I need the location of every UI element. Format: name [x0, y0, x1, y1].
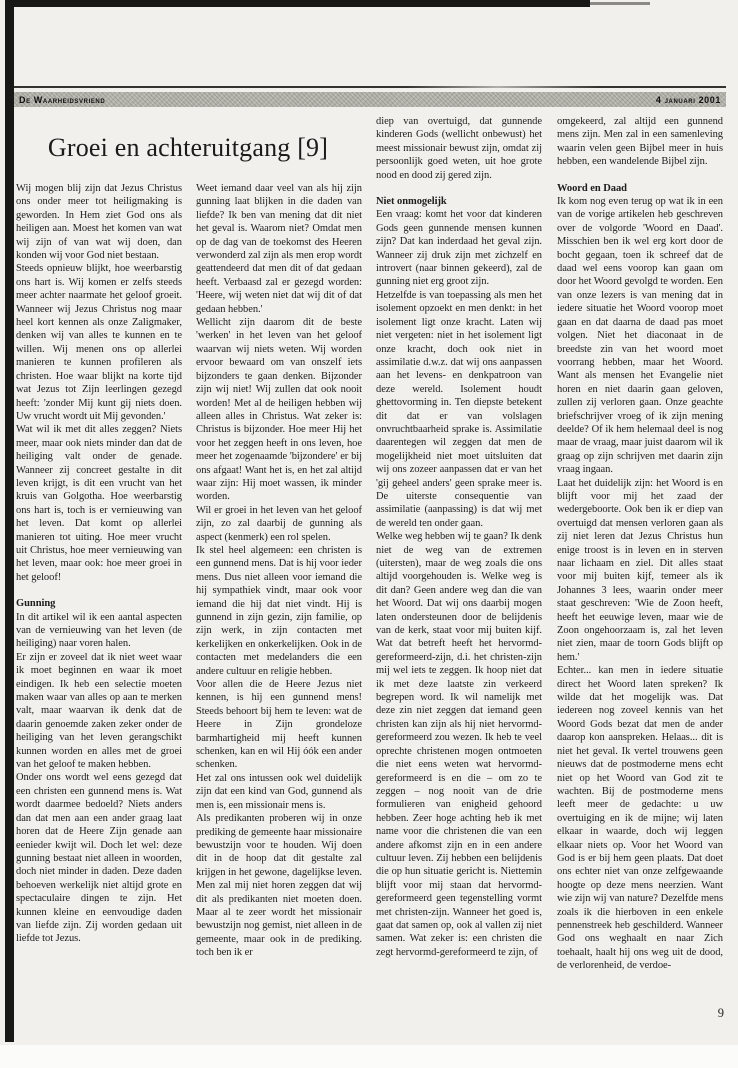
paragraph: Het zal ons intussen ook wel duidelijk zijn dat een kind van God, gunnend als men is, een missionair mens is.: [196, 772, 362, 811]
page-number: 9: [717, 1006, 724, 1020]
article-title: Groei en achteruitgang [9]: [47, 133, 329, 162]
paragraph: Een vraag: komt het voor dat kinderen Gods geen gunnende mensen kunnen zijn? Dat kan inderdaad het geval zijn. Wanneer zij druk zijn met zichzelf en introvert (naar binnen gekeerd), zal de gunning niet erg groot zijn.: [376, 209, 542, 288]
masthead-rule: [14, 86, 726, 88]
paragraph: omgekeerd, zal altijd een gunnend mens zijn. Men zal in een samenleving waarin velen geen Bijbel meer in huis hebben, een wandelende Bijbel zijn.: [557, 116, 723, 168]
text-column-3: [376, 115, 542, 970]
section-heading-niet-onmogelijk: Niet onmogelijk: [376, 196, 447, 208]
section-heading-gunning: Gunning: [16, 598, 56, 610]
masthead-date: 4 januari 2001: [655, 94, 721, 105]
text-column-4: [557, 115, 723, 1010]
paragraph: Ik kom nog even terug op wat ik in een van de vorige artikelen heb geschreven over de volgorde 'Woord en Daad'. Misschien ben ik wel erg kort door de bocht gegaan, toen ik schreef dat de daad wel eens voorop kan gaan om door het Woord gevolgd te worden. Een van onze lezers is van mening dat in iedere situatie het Woord voorop moet gaan en dat daarna de daad pas moet volgen. Niet het diaconaat in de breedste zin van het woord moet voorrang hebben, maar het Woord. Want als mensen het Evangelie niet horen en niet daarin gaan geloven, zullen zij verloren gaan. Onze geachte briefschrijver vroeg of ik zijn mening deelde? Of ik hem helemaal deel is nog maar de vraag, maar juist daarom wil ik graag op zijn schrijven met daarin zijn vraag ingaan.: [557, 196, 723, 476]
scan-edge-left: [5, 0, 14, 1042]
text-column-2: [196, 182, 362, 972]
paragraph: Echter... kan men in iedere situatie direct het Woord laten spreken? Ik wilde dat het mogelijk was. Dat iedereen nog zoveel kennis van het Woord Gods bezat dat men de ander daarop kon aanspreken. Helaas... dit is niet het geval. Ik vertel trouwens geen nieuws dat de postmoderne mens echt niet op het Woord van God zit te wachten. Bij de postmoderne mens leeft meer de gedachte: u uw overtuiging en ik de mijne; wij laten elkaar in waarde, doch wij leggen elkaar niets op. Voor het Woord van God is er bij hem geen plaats. Dat doet ons echter niet van onze zelfgewaande hoogte op deze mens neerzien. Want wie zijn wij van nature? Dezelfde mens zoals ik die hierboven in een enkele pennenstreek heb geschilderd. Wanneer God ons weghaalt en naar Zich toehaalt, haalt hij ons weg uit de dood, de verlorenheid, de verdoe-: [557, 665, 723, 972]
paragraph: Onder ons wordt wel eens gezegd dat een christen een gunnend mens is. Wat wordt daarmee bedoeld? Niets anders dan dat men aan een ander graag laat horen dat de Heere Zijn genade aan eenieder kwijt wil. Doch let wel: deze gunning bestaat niet alleen in woorden, doch niet minder in daden. Deze daden behoeven werkelijk niet altijd grote en spectaculaire dingen te zijn. Het kunnen kleine en eenvoudige daden van liefde zijn. Zij worden gedaan uit liefde tot Jezus.: [16, 772, 182, 945]
paragraph: Hetzelfde is van toepassing als men het isolement opzoekt en men denkt: in het isolement ligt onze kracht. Laten wij niet vergeten: niet in het isolement ligt onze kracht, doch ook niet in assimilatie d.w.z. dat wij ons aanpassen aan het levens- en denkpatroon van deze wereld. Isolement houdt ghettovorming in. Ten diepste betekent dit dat er van volslagen onvruchtbaarheid sprake is. Assimilatie daarentegen wil zeggen dat men de mogelijkheid niet moet uitsluiten dat wij ons zozeer aanpassen dat er van het 'gij geheel anders' geen sprake meer is. De uiterste consequentie van assimilatie (aanpassing) is dat wij met de wereld ten onder gaan.: [376, 289, 542, 529]
paragraph: Wellicht zijn daarom dit de beste 'werken' in het leven van het geloof waarvan wij niets weten. Wij worden ervoor bewaard om van onszelf iets bijzonders te gaan denken. Bijzonder zijn wij niet! Wij zullen dat ook nooit worden! Met al de heiligen hebben wij alleen alles in Christus. Wat zeker is: Christus is bijzonder. Hoe meer Hij het voor het zeggen heeft in ons leven, hoe meer het zogenaamde 'bijzondere' er bij ons afgaat! Want het is, en het zal altijd waar zijn: Hij moet wassen, ik minder worden.: [196, 317, 362, 503]
paragraph: Weet iemand daar veel van als hij zijn gunning laat blijken in die daden van liefde? Ik ben van mening dat dit niet het geval is. Waarom niet? Omdat men op de dag van de toekomst des Heeren verwonderd zal zijn als men erop wordt geattendeerd dat men dit of dat gedaan heeft. Verbaasd zal er gezegd worden: 'Heere, wij weten niet dat wij dit of dat gedaan hebben.': [196, 183, 362, 315]
masthead-title: De Waarheidsvriend: [19, 94, 106, 105]
paragraph: Ik stel heel algemeen: een christen is een gunnend mens. Dat is hij voor ieder mens. Dus niet alleen voor iemand die hij sympathiek vindt, maar ook voor iemand die hij dat niet vindt. Hij is gunnend in zijn gezin, zijn familie, op zijn werk, in zijn contacten met kerkelijken en onkerkelijken. Ook in de contacten met medelanders die een andere cultuur en religie hebben.: [196, 544, 362, 677]
section-heading-woord-en-daad: Woord en Daad: [557, 182, 627, 194]
scan-edge-top-faint: [590, 2, 650, 5]
paragraph: Wil er groei in het leven van het geloof zijn, zo zal daarbij de gunning als aspect (kenmerk) een rol spelen.: [196, 504, 362, 543]
paragraph: Er zijn er zoveel dat ik niet weet waar ik moet beginnen en waar ik moet eindigen. Ik heb een selectie moeten maken waar van alles op aan te merken valt, maar waarvan ik denk dat de daarin genoemde zaken zeker onder de heiliging van het leven gerangschikt kunnen worden en alles met de groei van het geloof te maken hebben.: [16, 651, 182, 771]
scan-edge-top: [8, 0, 590, 7]
bottom-margin-strip: [0, 1045, 738, 1068]
paragraph: Welke weg hebben wij te gaan? Ik denk niet de weg van de extremen (uitersten), maar de weg zoals die ons altijd voorgehouden is. Welke weg is dit dan? Geen andere weg dan die van het Woord. Dat wij ons daarbij mogen laten ondersteunen door de belijdenis van de kerk, staat voor mij buiten kijf. Wat dat betreft heeft het hervormd-gereformeerd-zijn, d.i. het christen-zijn mij wel iets te zeggen. Ik hoop niet dat ik met deze laatste zin verkeerd begrepen word. Ik wil namelijk met deze zin niet zeggen dat iemand geen christen kan zijn als hij niet hervormd-gereformeerd zou wezen. Ik heb te veel oprechte christenen mogen ontmoeten die niet eens weten wat hervormd-gereformeerd is en die – om zo te zeggen – nog nooit van de drie formulieren van enigheid gehoord hebben. Zeer hoge achting heb ik met name voor die christenen die van een andere afkomst zijn en in een andere cultuur leven. Zij hebben een belijdenis die op hun situatie gericht is. Niettemin blijft voor mij staan dat hervormd-gereformeerd geen tegenstelling vormt met christen-zijn. Wanneer het goed is, gaat dat samen op, ook al vallen zij niet samen. Wat zeker is: een christen die zegt hervormd-gereformeerd te zijn, of: [376, 531, 542, 958]
paragraph: Voor allen die de Heere Jezus niet kennen, is hij een gunnend mens! Steeds behoort bij hem te leven: wat de Heere in Zijn grondeloze barmhartigheid mij heeft kunnen schenken, kan en wil Hij óók een ander schenken.: [196, 679, 362, 771]
masthead: [14, 92, 726, 107]
paragraph: Laat het duidelijk zijn: het Woord is en blijft voor mij het zaad der wedergeboorte. Ook ben ik er diep van overtuigd dat mensen verloren gaan als zij niet leren dat Jezus Christus hun enige troost is in leven en in sterven naar lichaam en ziel. Dit alles staat voor mij buiten kijf, temeer als ik Johannes 3 lees, waarin onder meer staat geschreven: 'Wie de Zoon heeft, heeft het eeuwige leven, maar wie de Zoon ongehoorzaam is, zal het leven niet zien, maar de toorn Gods blijft op hem.': [557, 477, 723, 663]
paragraph: Als predikanten proberen wij in onze prediking de gemeente haar missionaire bewustzijn voor te houden. Wij doen dit in de hoop dat dit gestalte zal krijgen in het gewone, dagelijkse leven. Men zal mij niet horen zeggen dat wij dit als predikanten niet moeten doen. Maar al te zeer wordt het missionair bewustzijn nog gemist, niet alleen in de gemeente, maar ook in de prediking. toch ben ik er: [196, 813, 362, 959]
paragraph: Wij mogen blij zijn dat Jezus Christus ons onder meer tot heiligmaking is geworden. In Hem ziet God ons als heiligen aan. Moest het komen van wat wij zijn of van wat wij doen, dan konden wij voor God niet bestaan.: [16, 183, 182, 262]
paragraph: diep van overtuigd, dat gunnende kinderen Gods (wellicht onbewust) het meest missionair bewust zijn, omdat zij persoonlijk goed weten, uit hoe grote nood en dood zij gered zijn.: [376, 116, 542, 181]
paragraph: Steeds opnieuw blijkt, hoe weerbarstig ons hart is. Wij komen er zelfs steeds meer achter naarmate het geloof groeit. Wanneer wij Jezus Christus nog maar heel kort kennen als onze Zaligmaker, denken wij van alles te kunnen en te willen. Wij menen ons op allerlei manieren te kunnen profileren als christen. Hoe waar blijkt na korte tijd wat Jezus tot Zijn leerlingen gezegd heeft: 'zonder Mij kunt gij niets doen. Uw vrucht wordt uit Mij gevonden.': [16, 263, 182, 422]
paragraph: Wat wil ik met dit alles zeggen? Niets meer, maar ook niets minder dan dat de heiliging valt onder de genade. Wanneer zij concreet gestalte in dit leven krijgt, is dit een vrucht van het kruis van Golgotha. Hoe weerbarstig ons hart is, toch is er vernieuwing van het leven. Dat komt op allerlei manieren tot uiting. Hoe meer vrucht uit Christus, hoe meer vernieuwing van het leven, maar ook: hoe meer groei in het geloof!: [16, 424, 182, 583]
text-column-1: [16, 182, 182, 972]
paragraph: In dit artikel wil ik een aantal aspecten van de vernieuwing van het leven (de heiliging) naar voren halen.: [16, 611, 182, 650]
